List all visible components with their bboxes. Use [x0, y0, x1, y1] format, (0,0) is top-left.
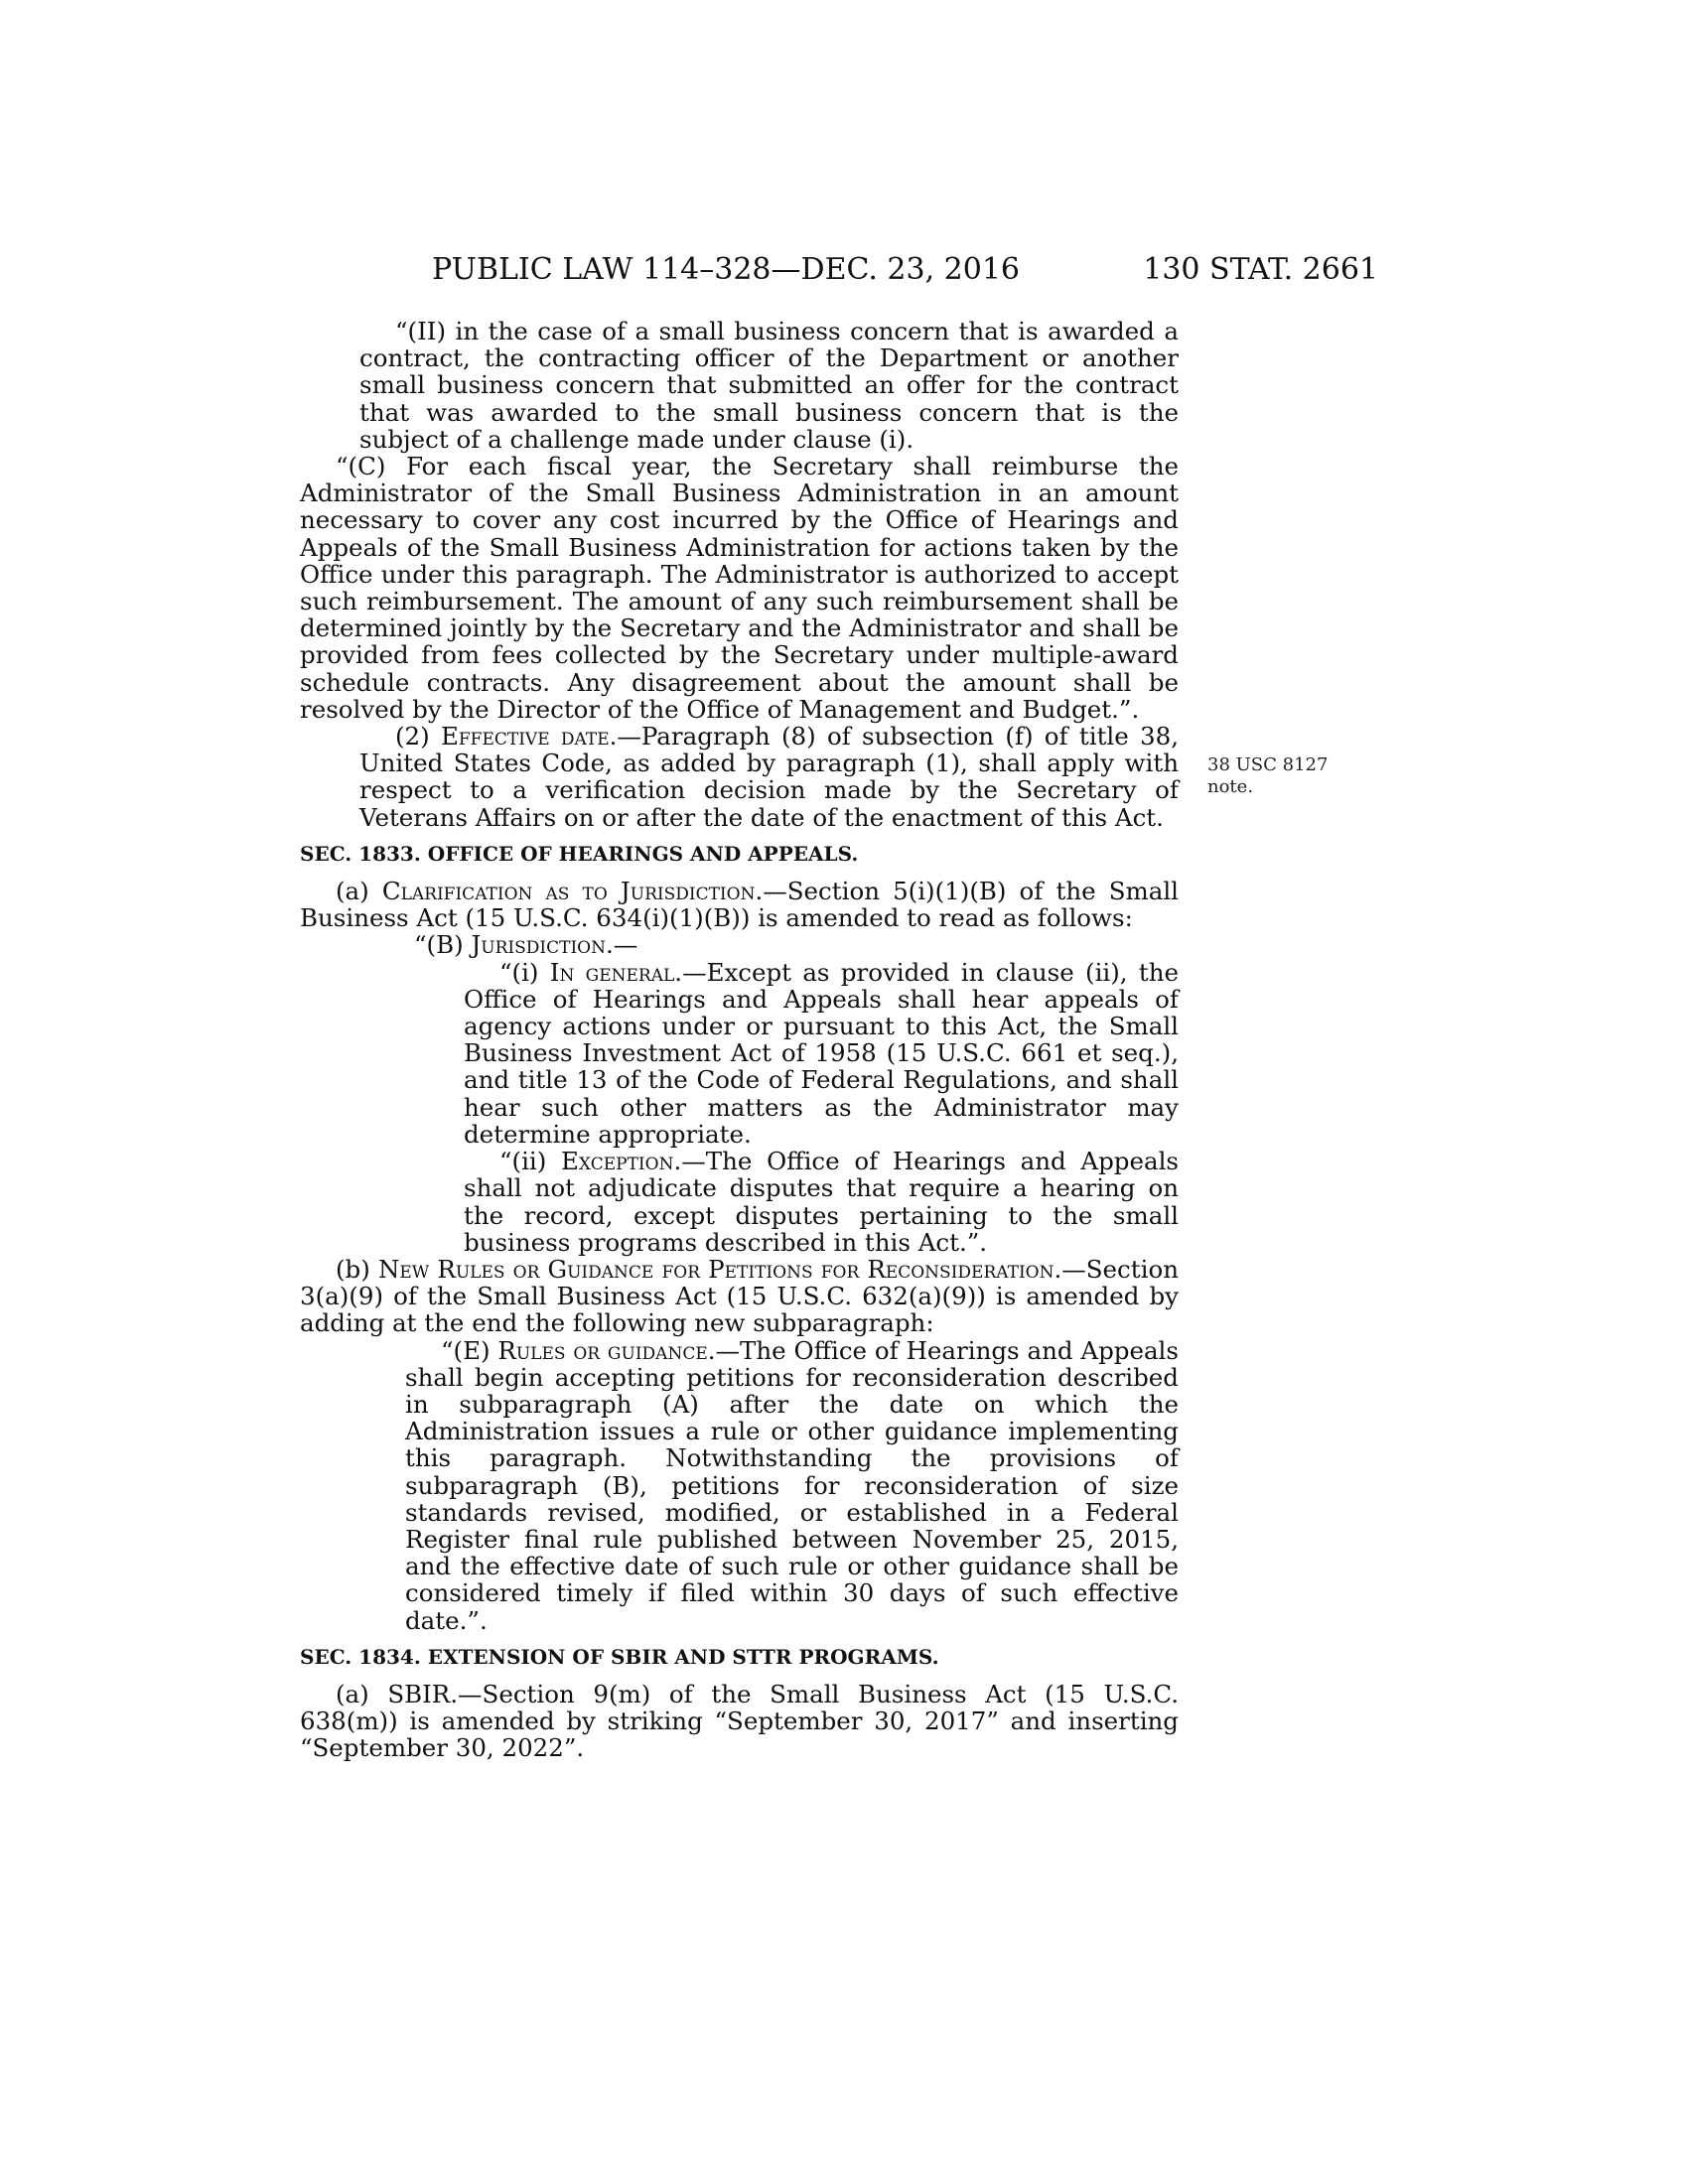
- document-body: [300, 318, 1179, 1762]
- quoted-e-rules-guidance: [300, 1337, 1179, 1634]
- effective-date-heading: Effective date: [440, 722, 610, 751]
- subsection-b-text: .—Section 3(a)(9) of the Small Business Act (15 U.S.C. 632(a)(9)) is amended by adding at the end the following new subparagraph:: [300, 1254, 1179, 1338]
- subsection-a-jurisdiction: [300, 878, 1179, 931]
- quoted-b-heading: Jurisdiction: [471, 930, 606, 960]
- clause-ii-heading: Exception: [561, 1147, 674, 1176]
- public-law-title: PUBLIC LAW 114–328—DEC. 23, 2016: [432, 252, 1021, 287]
- clause-ii-exception: [300, 1148, 1179, 1256]
- clause-i-heading: In general: [549, 957, 675, 987]
- margin-note: [1207, 754, 1346, 798]
- quoted-b-jurisdiction: [300, 931, 1179, 958]
- section-1834-heading: SEC. 1834. EXTENSION OF SBIR AND STTR PROGRAMS.: [300, 1644, 939, 1669]
- paragraph-effective-date: [300, 723, 1179, 831]
- clause-i-in-general: [300, 959, 1179, 1148]
- subsection-b-number: (b): [336, 1254, 378, 1284]
- margin-note-citation: 38 USC 8127: [1207, 754, 1329, 775]
- paragraph-subclause-ii: “(II) in the case of a small business concern that is awarded a contract, the contracting officer of the Department or another small business concern that submitted an offer for the contract that was awarded to the small business concern that is the subject of a challenge made under clause (i).: [359, 317, 1179, 454]
- quoted-b-dash: .—: [605, 930, 638, 960]
- quoted-b-number: “(B): [414, 930, 472, 960]
- subsection-b-heading: New Rules or Guidance for Petitions for Reconsideration: [377, 1254, 1055, 1284]
- subsection-a-number: (a): [336, 877, 382, 906]
- paragraph-number: (2): [395, 722, 441, 751]
- section-1833-heading: SEC. 1833. OFFICE OF HEARINGS AND APPEALS.: [300, 841, 859, 866]
- quoted-e-text: .—The Office of Hearings and Appeals shall begin accepting petitions for reconsideration described in subparagraph (A) after the date on which the Administration issues a rule or other guidance implementing this paragraph. Notwithstanding the provisions of subparagraph (B), petitions for reconsideration of size standards revised, modified, or established in a Federal Register final rule published between November 25, 2015, and the effective date of such rule or other guidance shall be considered timely if filed within 30 days of such effective date.”.: [405, 1335, 1179, 1635]
- effective-date-text: .—Paragraph (8) of subsection (f) of title 38, United States Code, as added by paragraph (1), shall apply with respect to a verification decision made by the Secretary of Veterans Affairs on or after the date of the enactment of this Act.: [359, 722, 1179, 832]
- clause-i-number: “(i): [499, 957, 550, 987]
- clause-ii-number: “(ii): [499, 1147, 562, 1176]
- quoted-e-heading: Rules or guidance: [497, 1335, 708, 1365]
- clause-i-text: .—Except as provided in clause (ii), the Office of Hearings and Appeals shall hear appeals of agency actions under or pursuant to this Act, the Small Business Investment Act of 1958 (15 U.S.C. 661 et seq.), and title 13 of the Code of Federal Regulations, and shall hear such other matters as the Administrator may determine appropriate.: [464, 957, 1180, 1149]
- subsection-a-heading: Clarification as to Jurisdiction: [381, 877, 756, 906]
- page-header: [300, 252, 1378, 292]
- subsection-a-sbir: (a) SBIR.—Section 9(m) of the Small Business Act (15 U.S.C. 638(m)) is amended by striking “September 30, 2017” and inserting “September 30, 2022”.: [300, 1679, 1179, 1763]
- paragraph-c: “(C) For each fiscal year, the Secretary shall reimburse the Administrator of the Small Business Administration in an amount necessary to cover any cost incurred by the Office of Hearings and Appeals of the Small Business Administration for actions taken by the Office under this paragraph. The Administrator is authorized to accept such reimbursement. The amount of any such reimbursement shall be determined jointly by the Secretary and the Administrator and shall be provided from fees collected by the Secretary under multiple-award schedule contracts. Any disagreement about the amount shall be resolved by the Director of the Office of Management and Budget.”.: [300, 452, 1179, 724]
- clause-ii-text: .—The Office of Hearings and Appeals shall not adjudicate disputes that require a hearing on the record, except disputes pertaining to the small business programs described in this Act.”.: [464, 1147, 1179, 1257]
- subsection-b-rules: [300, 1256, 1179, 1337]
- stat-page-number: 130 STAT. 2661: [1143, 252, 1378, 287]
- margin-note-label: note.: [1207, 776, 1254, 797]
- subsection-a-text: .—Section 5(i)(1)(B) of the Small Business Act (15 U.S.C. 634(i)(1)(B)) is amended to read as follows:: [300, 877, 1180, 933]
- quoted-e-number: “(E): [441, 1335, 498, 1365]
